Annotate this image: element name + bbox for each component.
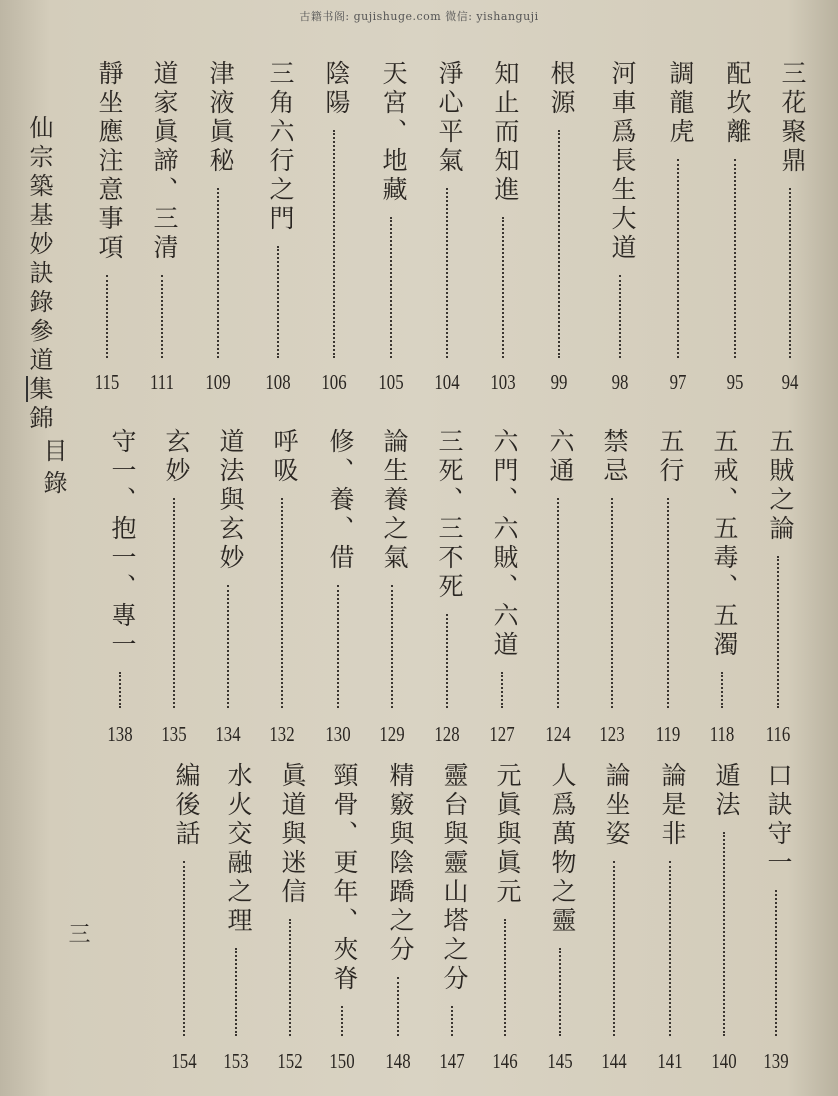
toc-entry-title: 道法與玄妙 (216, 428, 245, 573)
toc-page-number: 105 (378, 370, 404, 394)
toc-page-number: 144 (601, 1049, 627, 1073)
toc-leader-dots (558, 130, 560, 358)
toc-page-number: 111 (150, 370, 174, 394)
toc-page-number: 152 (277, 1049, 303, 1073)
toc-page-number: 153 (223, 1049, 249, 1073)
toc-leader-dots (333, 130, 335, 358)
toc-leader-dots (789, 188, 791, 358)
toc-entry-title: 玄妙 (162, 428, 191, 486)
toc-page-number: 109 (205, 370, 231, 394)
toc-leader-dots (667, 498, 669, 708)
toc-leader-dots (502, 217, 504, 358)
toc-entry-title: 知止而知進 (491, 60, 520, 205)
toc-entry-title: 三死、三不死 (435, 428, 464, 602)
toc-entry-title: 呼吸 (270, 428, 299, 486)
toc-page-number: 147 (439, 1049, 465, 1073)
toc-leader-dots (391, 585, 393, 708)
toc-page-number: 97 (669, 370, 687, 394)
toc-leader-dots (777, 556, 779, 708)
toc-leader-dots (446, 614, 448, 708)
toc-entry-title: 人爲萬物之靈 (548, 762, 577, 936)
toc-entry-title: 元眞與眞元 (493, 762, 522, 907)
toc-page-number: 128 (434, 722, 460, 746)
toc-entry-title: 精竅與陰蹻之分 (386, 762, 415, 965)
toc-page-number: 119 (655, 722, 681, 746)
page-number: 三 (65, 922, 90, 944)
toc-leader-dots (397, 977, 399, 1036)
toc-leader-dots (611, 498, 613, 708)
toc-entry-title: 禁忌 (600, 428, 629, 486)
toc-leader-dots (277, 246, 279, 358)
toc-leader-dots (613, 861, 615, 1036)
toc-leader-dots (775, 890, 777, 1036)
toc-entry-title: 道家眞諦、三清 (150, 60, 179, 263)
toc-page-number: 140 (711, 1049, 737, 1073)
toc-leader-dots (723, 832, 725, 1036)
toc-page-number: 154 (171, 1049, 197, 1073)
toc-leader-dots (341, 1006, 343, 1036)
toc-leader-dots (281, 498, 283, 708)
toc-entry-title: 五賊之論 (766, 428, 795, 544)
toc-page-number: 141 (657, 1049, 683, 1073)
toc-entry-title: 河車爲長生大道 (608, 60, 637, 263)
toc-entry-title: 遁法 (712, 762, 741, 820)
section-title: 目錄 (39, 438, 67, 502)
toc-page-number: 99 (550, 370, 568, 394)
toc-entry-title: 水火交融之理 (224, 762, 253, 936)
toc-page-number: 146 (492, 1049, 518, 1073)
toc-leader-dots (227, 585, 229, 708)
toc-entry-title: 編後話 (172, 762, 201, 849)
toc-leader-dots (446, 188, 448, 358)
toc-leader-dots (721, 672, 723, 708)
toc-entry-title: 陰陽 (322, 60, 351, 118)
toc-entry-title: 五行 (656, 428, 685, 486)
toc-leader-dots (557, 498, 559, 708)
toc-entry-title: 三花聚鼎 (778, 60, 807, 176)
toc-page-number: 115 (94, 370, 120, 394)
toc-entry-title: 守一、抱一、專一 (108, 428, 137, 660)
toc-page-number: 118 (709, 722, 735, 746)
toc-entry-title: 配坎離 (723, 60, 752, 147)
toc-entry-title: 眞道與迷信 (278, 762, 307, 907)
toc-entry-title: 三角六行之門 (266, 60, 295, 234)
toc-page-number: 94 (781, 370, 799, 394)
toc-page-number: 130 (325, 722, 351, 746)
toc-leader-dots (173, 498, 175, 708)
toc-page-number: 123 (599, 722, 625, 746)
toc-page-number: 145 (547, 1049, 573, 1073)
toc-page-number: 139 (763, 1049, 789, 1073)
toc-page-number: 127 (489, 722, 515, 746)
toc-page-number: 98 (611, 370, 629, 394)
toc-leader-dots (559, 948, 561, 1036)
toc-leader-dots (619, 275, 621, 358)
toc-page-number: 134 (215, 722, 241, 746)
toc-leader-dots (734, 159, 736, 358)
toc-leader-dots (504, 919, 506, 1036)
toc-entry-title: 淨心平氣 (435, 60, 464, 176)
toc-entry-title: 六通 (546, 428, 575, 486)
watermark: 古籍书阁: gujishuge.com 微信: yishanguji (299, 10, 539, 23)
toc-page-number: 132 (269, 722, 295, 746)
toc-leader-dots (106, 275, 108, 358)
toc-page-number: 138 (107, 722, 133, 746)
toc-leader-dots (669, 861, 671, 1036)
toc-page-number: 103 (490, 370, 516, 394)
toc-entry-title: 頸骨、更年、夾脊 (330, 762, 359, 994)
toc-page-number: 129 (379, 722, 405, 746)
toc-page-number: 106 (321, 370, 347, 394)
toc-page-number: 95 (726, 370, 744, 394)
toc-page-number: 108 (265, 370, 291, 394)
toc-leader-dots (217, 188, 219, 358)
toc-page-number: 124 (545, 722, 571, 746)
toc-page-number: 135 (161, 722, 187, 746)
toc-entry-title: 靈台與靈山塔之分 (440, 762, 469, 994)
toc-leader-dots (451, 1006, 453, 1036)
toc-leader-dots (183, 861, 185, 1036)
toc-entry-title: 論生養之氣 (380, 428, 409, 573)
toc-leader-dots (390, 217, 392, 358)
toc-leader-dots (677, 159, 679, 358)
toc-entry-title: 論是非 (658, 762, 687, 849)
toc-entry-title: 修、養、借 (326, 428, 355, 573)
toc-entry-title: 津液眞秘 (206, 60, 235, 176)
margin-rule (26, 376, 28, 402)
toc-page-number: 116 (765, 722, 791, 746)
toc-page-number: 148 (385, 1049, 411, 1073)
toc-page-number: 104 (434, 370, 460, 394)
toc-entry-title: 論坐姿 (602, 762, 631, 849)
toc-leader-dots (501, 672, 503, 708)
toc-entry-title: 五戒、五毒、五濁 (710, 428, 739, 660)
toc-entry-title: 靜坐應注意事項 (95, 60, 124, 263)
toc-leader-dots (161, 275, 163, 358)
toc-leader-dots (235, 948, 237, 1036)
toc-leader-dots (119, 672, 121, 708)
toc-entry-title: 六門、六賊、六道 (490, 428, 519, 660)
book-title: 仙宗築基妙訣錄 (25, 115, 53, 318)
book-subtitle: 參道集錦 (25, 318, 53, 434)
toc-page-number: 150 (329, 1049, 355, 1073)
toc-entry-title: 根源 (547, 60, 576, 118)
toc-leader-dots (337, 585, 339, 708)
toc-entry-title: 口訣守一 (764, 762, 793, 878)
toc-entry-title: 調龍虎 (666, 60, 695, 147)
toc-leader-dots (289, 919, 291, 1036)
toc-entry-title: 天宮、地藏 (379, 60, 408, 205)
